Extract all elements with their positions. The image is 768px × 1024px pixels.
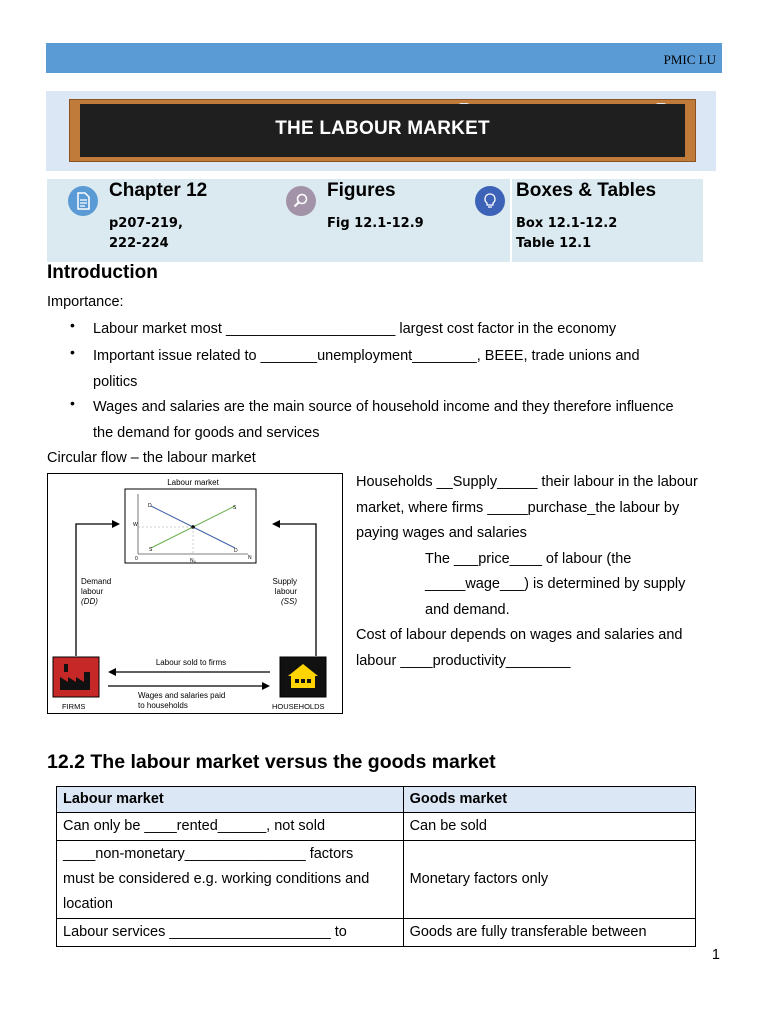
flow-text-line: Cost of labour depends on wages and salaries and bbox=[356, 627, 683, 643]
header-banner-text: PMIC LU bbox=[663, 52, 716, 67]
bullet-line: Labour market most _____________________ largest cost factor in the economy bbox=[93, 321, 617, 337]
table-header-cell: Labour market bbox=[57, 787, 404, 813]
table-header-row bbox=[57, 787, 696, 813]
house-icon bbox=[280, 657, 326, 697]
supply-label-line: Supply bbox=[272, 577, 297, 586]
importance-label: Importance: bbox=[47, 294, 124, 310]
flow-indent-block bbox=[356, 547, 698, 624]
table-row bbox=[57, 841, 696, 919]
introduction-heading: Introduction bbox=[47, 262, 158, 283]
table-row bbox=[57, 919, 696, 947]
table-cell: Labour services ____________________ to bbox=[57, 919, 404, 947]
chapter-heading: Chapter 12 bbox=[109, 180, 208, 201]
bullet-dot: • bbox=[70, 395, 75, 411]
supply-label-line: labour bbox=[274, 587, 297, 596]
circular-flow-label: Circular flow – the labour market bbox=[47, 450, 256, 466]
chapter-pages-line: 222-224 bbox=[109, 236, 169, 251]
chapter-pages bbox=[109, 214, 183, 254]
table-cell: Monetary factors only bbox=[403, 841, 695, 919]
bullet-dot: • bbox=[70, 317, 75, 333]
supply-curve-label: S bbox=[149, 547, 153, 553]
bottom-arrow-label-line: Wages and salaries paid bbox=[138, 691, 226, 700]
firms-label: FIRMS bbox=[62, 702, 86, 711]
page-number: 1 bbox=[711, 947, 720, 963]
flow-text-line: The ___price____ of labour (the bbox=[425, 550, 632, 567]
supply-curve-label: S bbox=[233, 505, 237, 511]
demand-label-line: (DD) bbox=[81, 597, 98, 606]
flow-text-line: paying wages and salaries bbox=[356, 525, 527, 541]
bullet-line: Important issue related to _______unemployment________, BEEE, trade unions and bbox=[93, 348, 640, 364]
flow-text-line: _____wage___) is determined by supply bbox=[425, 576, 686, 592]
boxes-tables-heading: Boxes & Tables bbox=[516, 180, 657, 201]
table-cell: Goods are fully transferable between bbox=[403, 919, 695, 947]
document-icon bbox=[68, 186, 98, 216]
intro-bullet-3 bbox=[93, 395, 674, 446]
bullet-line: Wages and salaries are the main source of household income and they therefore influence bbox=[93, 399, 674, 415]
arrow-head-icon bbox=[108, 668, 116, 676]
info-divider bbox=[510, 179, 512, 262]
factory-icon bbox=[53, 657, 99, 697]
arrow-head-icon bbox=[112, 520, 120, 528]
supply-label-line: (SS) bbox=[281, 597, 297, 606]
arrow-head-icon bbox=[262, 682, 270, 690]
top-arrow-label: Labour sold to firms bbox=[155, 658, 227, 667]
intro-bullet-2 bbox=[93, 344, 640, 395]
demand-curve-label: D bbox=[148, 503, 152, 509]
chapter-pages-line: p207-219, bbox=[109, 216, 183, 231]
table-row bbox=[57, 813, 696, 841]
table-cell: ____non-monetary_______________ factors must be considered e.g. working conditions and location bbox=[57, 841, 404, 919]
circular-flow-diagram bbox=[47, 473, 343, 714]
page-title: THE LABOUR MARKET bbox=[275, 118, 490, 139]
comparison-table bbox=[56, 786, 696, 947]
section-heading: 12.2 The labour market versus the goods market bbox=[47, 751, 496, 773]
boxes-tables-range bbox=[516, 214, 617, 254]
table-header-cell: Goods market bbox=[403, 787, 695, 813]
boxes-range-line: Box 12.1-12.2 bbox=[516, 216, 618, 231]
figures-range: Fig 12.1-12.9 bbox=[327, 216, 424, 231]
figures-heading: Figures bbox=[327, 180, 396, 201]
bullet-line: the demand for goods and services bbox=[93, 424, 320, 441]
flow-paragraph bbox=[356, 470, 698, 674]
axis-n-label: N bbox=[248, 555, 252, 561]
axis-w-label: W bbox=[133, 522, 138, 528]
magnifier-icon bbox=[286, 186, 316, 216]
flow-text-line: market, where firms _____purchase_the labour by bbox=[356, 499, 680, 516]
arrow-head-icon bbox=[272, 520, 280, 528]
eq-n-label: N₀ bbox=[190, 558, 196, 564]
bullet-dot: • bbox=[70, 344, 75, 360]
intro-bullet-1 bbox=[93, 317, 616, 343]
flow-text-line: labour ____productivity________ bbox=[356, 652, 571, 669]
bottom-arrow-label-line: to households bbox=[138, 701, 188, 710]
flow-text-line: Households __Supply_____ their labour in the labour bbox=[356, 474, 698, 490]
demand-label-line: Demand bbox=[81, 577, 112, 586]
lightbulb-icon bbox=[475, 186, 505, 216]
table-cell: Can be sold bbox=[403, 813, 695, 841]
axis-origin-label: 0 bbox=[135, 556, 138, 562]
demand-curve-label: D bbox=[234, 548, 238, 554]
diagram-chart-title: Labour market bbox=[167, 478, 219, 487]
households-label: HOUSEHOLDS bbox=[272, 702, 325, 711]
title-board bbox=[80, 104, 685, 157]
table-cell: Can only be ____rented______, not sold bbox=[57, 813, 404, 841]
bullet-line: politics bbox=[93, 373, 138, 390]
flow-text-line: and demand. bbox=[425, 601, 510, 618]
header-banner bbox=[46, 43, 722, 73]
tables-range-line: Table 12.1 bbox=[516, 236, 592, 251]
demand-label-line: labour bbox=[81, 587, 104, 596]
